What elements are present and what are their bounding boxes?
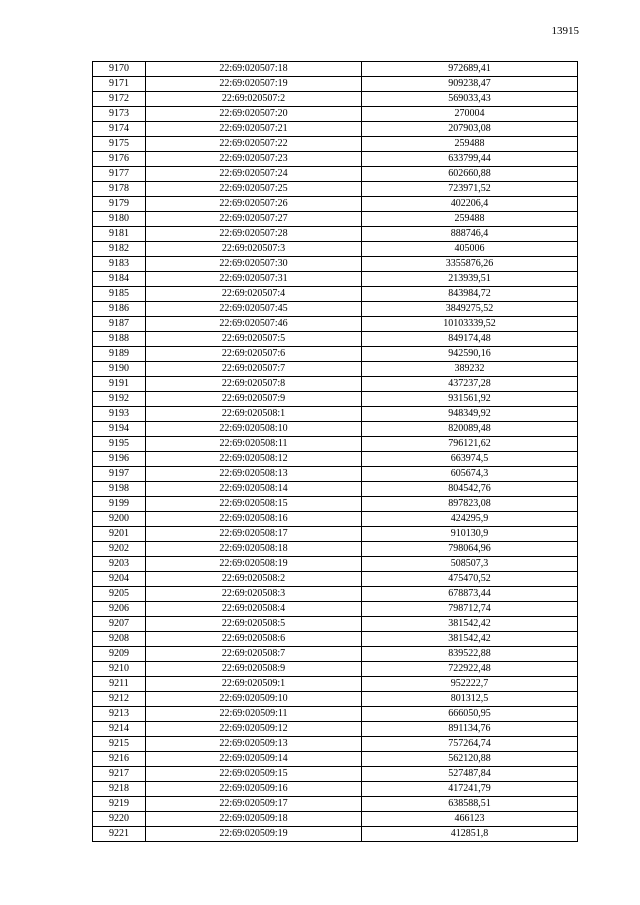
row-number-cell: 9193 xyxy=(93,407,146,422)
row-number-cell: 9199 xyxy=(93,497,146,512)
table-row xyxy=(93,812,578,827)
table-row xyxy=(93,767,578,782)
value-cell: 259488 xyxy=(362,137,578,152)
row-number-cell: 9189 xyxy=(93,347,146,362)
value-cell: 798064,96 xyxy=(362,542,578,557)
value-cell: 381542,42 xyxy=(362,617,578,632)
row-number-cell: 9216 xyxy=(93,752,146,767)
row-number-cell: 9220 xyxy=(93,812,146,827)
table-row xyxy=(93,137,578,152)
table-row xyxy=(93,437,578,452)
value-cell: 213939,51 xyxy=(362,272,578,287)
cadastral-number-cell: 22:69:020509:13 xyxy=(146,737,362,752)
table-row xyxy=(93,707,578,722)
cadastral-number-cell: 22:69:020507:6 xyxy=(146,347,362,362)
row-number-cell: 9207 xyxy=(93,617,146,632)
value-cell: 820089,48 xyxy=(362,422,578,437)
table-row xyxy=(93,512,578,527)
value-cell: 948349,92 xyxy=(362,407,578,422)
row-number-cell: 9217 xyxy=(93,767,146,782)
cadastral-number-cell: 22:69:020507:2 xyxy=(146,92,362,107)
cadastral-number-cell: 22:69:020508:4 xyxy=(146,602,362,617)
table-row xyxy=(93,377,578,392)
value-cell: 888746,4 xyxy=(362,227,578,242)
cadastral-number-cell: 22:69:020508:6 xyxy=(146,632,362,647)
value-cell: 796121,62 xyxy=(362,437,578,452)
cadastral-number-cell: 22:69:020507:7 xyxy=(146,362,362,377)
row-number-cell: 9215 xyxy=(93,737,146,752)
table-row xyxy=(93,542,578,557)
value-cell: 910130,9 xyxy=(362,527,578,542)
page-number: 13915 xyxy=(551,25,579,37)
value-cell: 757264,74 xyxy=(362,737,578,752)
cadastral-number-cell: 22:69:020509:1 xyxy=(146,677,362,692)
table-row xyxy=(93,407,578,422)
cadastral-number-cell: 22:69:020509:12 xyxy=(146,722,362,737)
table-row xyxy=(93,827,578,842)
cadastral-number-cell: 22:69:020507:28 xyxy=(146,227,362,242)
row-number-cell: 9195 xyxy=(93,437,146,452)
cadastral-number-cell: 22:69:020508:13 xyxy=(146,467,362,482)
row-number-cell: 9204 xyxy=(93,572,146,587)
cadastral-number-cell: 22:69:020507:22 xyxy=(146,137,362,152)
value-cell: 602660,88 xyxy=(362,167,578,182)
row-number-cell: 9182 xyxy=(93,242,146,257)
cadastral-number-cell: 22:69:020507:9 xyxy=(146,392,362,407)
value-cell: 3355876,26 xyxy=(362,257,578,272)
row-number-cell: 9190 xyxy=(93,362,146,377)
table-row xyxy=(93,467,578,482)
row-number-cell: 9186 xyxy=(93,302,146,317)
value-cell: 633799,44 xyxy=(362,152,578,167)
table-row xyxy=(93,632,578,647)
table-row xyxy=(93,557,578,572)
row-number-cell: 9209 xyxy=(93,647,146,662)
cadastral-number-cell: 22:69:020508:1 xyxy=(146,407,362,422)
row-number-cell: 9219 xyxy=(93,797,146,812)
value-cell: 259488 xyxy=(362,212,578,227)
row-number-cell: 9178 xyxy=(93,182,146,197)
value-cell: 909238,47 xyxy=(362,77,578,92)
table-row xyxy=(93,527,578,542)
value-cell: 843984,72 xyxy=(362,287,578,302)
table-row xyxy=(93,677,578,692)
table-row xyxy=(93,722,578,737)
cadastral-number-cell: 22:69:020507:45 xyxy=(146,302,362,317)
value-cell: 942590,16 xyxy=(362,347,578,362)
value-cell: 897823,08 xyxy=(362,497,578,512)
cadastral-number-cell: 22:69:020507:3 xyxy=(146,242,362,257)
table-body xyxy=(93,62,578,842)
row-number-cell: 9221 xyxy=(93,827,146,842)
row-number-cell: 9176 xyxy=(93,152,146,167)
value-cell: 638588,51 xyxy=(362,797,578,812)
cadastral-number-cell: 22:69:020508:18 xyxy=(146,542,362,557)
cadastral-number-cell: 22:69:020509:19 xyxy=(146,827,362,842)
value-cell: 839522,88 xyxy=(362,647,578,662)
row-number-cell: 9213 xyxy=(93,707,146,722)
cadastral-number-cell: 22:69:020509:16 xyxy=(146,782,362,797)
table-row xyxy=(93,452,578,467)
cadastral-number-cell: 22:69:020509:17 xyxy=(146,797,362,812)
table-row xyxy=(93,212,578,227)
table-row xyxy=(93,797,578,812)
table-row xyxy=(93,587,578,602)
table-row xyxy=(93,242,578,257)
row-number-cell: 9170 xyxy=(93,62,146,77)
table-row xyxy=(93,782,578,797)
row-number-cell: 9203 xyxy=(93,557,146,572)
cadastral-number-cell: 22:69:020507:21 xyxy=(146,122,362,137)
value-cell: 412851,8 xyxy=(362,827,578,842)
row-number-cell: 9210 xyxy=(93,662,146,677)
cadastral-number-cell: 22:69:020509:18 xyxy=(146,812,362,827)
cadastral-number-cell: 22:69:020508:5 xyxy=(146,617,362,632)
table-row xyxy=(93,392,578,407)
value-cell: 801312,5 xyxy=(362,692,578,707)
cadastral-number-cell: 22:69:020509:15 xyxy=(146,767,362,782)
cadastral-number-cell: 22:69:020508:16 xyxy=(146,512,362,527)
value-cell: 207903,08 xyxy=(362,122,578,137)
row-number-cell: 9179 xyxy=(93,197,146,212)
cadastral-number-cell: 22:69:020507:24 xyxy=(146,167,362,182)
cadastral-number-cell: 22:69:020507:30 xyxy=(146,257,362,272)
row-number-cell: 9173 xyxy=(93,107,146,122)
value-cell: 562120,88 xyxy=(362,752,578,767)
row-number-cell: 9177 xyxy=(93,167,146,182)
value-cell: 381542,42 xyxy=(362,632,578,647)
cadastral-number-cell: 22:69:020508:14 xyxy=(146,482,362,497)
value-cell: 508507,3 xyxy=(362,557,578,572)
row-number-cell: 9187 xyxy=(93,317,146,332)
row-number-cell: 9212 xyxy=(93,692,146,707)
table-row xyxy=(93,482,578,497)
cadastral-number-cell: 22:69:020507:18 xyxy=(146,62,362,77)
table-row xyxy=(93,602,578,617)
table-row xyxy=(93,362,578,377)
table-row xyxy=(93,92,578,107)
row-number-cell: 9197 xyxy=(93,467,146,482)
cadastral-number-cell: 22:69:020508:11 xyxy=(146,437,362,452)
table-row xyxy=(93,197,578,212)
row-number-cell: 9218 xyxy=(93,782,146,797)
value-cell: 10103339,52 xyxy=(362,317,578,332)
row-number-cell: 9202 xyxy=(93,542,146,557)
cadastral-number-cell: 22:69:020509:11 xyxy=(146,707,362,722)
value-cell: 466123 xyxy=(362,812,578,827)
table-row xyxy=(93,182,578,197)
cadastral-number-cell: 22:69:020507:5 xyxy=(146,332,362,347)
row-number-cell: 9200 xyxy=(93,512,146,527)
value-cell: 972689,41 xyxy=(362,62,578,77)
row-number-cell: 9175 xyxy=(93,137,146,152)
cadastral-number-cell: 22:69:020507:31 xyxy=(146,272,362,287)
table-row xyxy=(93,317,578,332)
table-row xyxy=(93,272,578,287)
value-cell: 891134,76 xyxy=(362,722,578,737)
value-cell: 527487,84 xyxy=(362,767,578,782)
cadastral-number-cell: 22:69:020507:26 xyxy=(146,197,362,212)
row-number-cell: 9184 xyxy=(93,272,146,287)
row-number-cell: 9198 xyxy=(93,482,146,497)
value-cell: 849174,48 xyxy=(362,332,578,347)
row-number-cell: 9188 xyxy=(93,332,146,347)
cadastral-number-cell: 22:69:020507:20 xyxy=(146,107,362,122)
row-number-cell: 9206 xyxy=(93,602,146,617)
cadastral-number-cell: 22:69:020509:14 xyxy=(146,752,362,767)
cadastral-number-cell: 22:69:020509:10 xyxy=(146,692,362,707)
value-cell: 405006 xyxy=(362,242,578,257)
table-row xyxy=(93,692,578,707)
table-row xyxy=(93,287,578,302)
row-number-cell: 9180 xyxy=(93,212,146,227)
table-row xyxy=(93,107,578,122)
cadastral-number-cell: 22:69:020507:27 xyxy=(146,212,362,227)
row-number-cell: 9201 xyxy=(93,527,146,542)
row-number-cell: 9205 xyxy=(93,587,146,602)
table-row xyxy=(93,302,578,317)
table-row xyxy=(93,737,578,752)
value-cell: 605674,3 xyxy=(362,467,578,482)
table-row xyxy=(93,167,578,182)
value-cell: 3849275,52 xyxy=(362,302,578,317)
cadastral-number-cell: 22:69:020507:19 xyxy=(146,77,362,92)
table-row xyxy=(93,572,578,587)
cadastral-number-cell: 22:69:020508:9 xyxy=(146,662,362,677)
value-cell: 424295,9 xyxy=(362,512,578,527)
cadastral-number-cell: 22:69:020507:4 xyxy=(146,287,362,302)
table-row xyxy=(93,62,578,77)
value-cell: 723971,52 xyxy=(362,182,578,197)
cadastral-number-cell: 22:69:020508:19 xyxy=(146,557,362,572)
table-row xyxy=(93,257,578,272)
row-number-cell: 9181 xyxy=(93,227,146,242)
table-row xyxy=(93,662,578,677)
table-row xyxy=(93,332,578,347)
value-cell: 952222,7 xyxy=(362,677,578,692)
cadastral-number-cell: 22:69:020508:12 xyxy=(146,452,362,467)
value-cell: 402206,4 xyxy=(362,197,578,212)
cadastral-number-cell: 22:69:020507:25 xyxy=(146,182,362,197)
row-number-cell: 9196 xyxy=(93,452,146,467)
value-cell: 931561,92 xyxy=(362,392,578,407)
table-row xyxy=(93,647,578,662)
cadastral-number-cell: 22:69:020508:3 xyxy=(146,587,362,602)
row-number-cell: 9183 xyxy=(93,257,146,272)
row-number-cell: 9214 xyxy=(93,722,146,737)
cadastral-number-cell: 22:69:020508:15 xyxy=(146,497,362,512)
cadastral-number-cell: 22:69:020507:46 xyxy=(146,317,362,332)
row-number-cell: 9171 xyxy=(93,77,146,92)
cadastral-number-cell: 22:69:020507:23 xyxy=(146,152,362,167)
value-cell: 678873,44 xyxy=(362,587,578,602)
row-number-cell: 9172 xyxy=(93,92,146,107)
cadastral-number-cell: 22:69:020508:7 xyxy=(146,647,362,662)
value-cell: 663974,5 xyxy=(362,452,578,467)
cadastral-number-cell: 22:69:020508:10 xyxy=(146,422,362,437)
row-number-cell: 9192 xyxy=(93,392,146,407)
value-cell: 569033,43 xyxy=(362,92,578,107)
row-number-cell: 9174 xyxy=(93,122,146,137)
value-cell: 270004 xyxy=(362,107,578,122)
value-cell: 804542,76 xyxy=(362,482,578,497)
row-number-cell: 9191 xyxy=(93,377,146,392)
cadastral-value-table xyxy=(92,61,578,842)
table-row xyxy=(93,497,578,512)
value-cell: 798712,74 xyxy=(362,602,578,617)
value-cell: 437237,28 xyxy=(362,377,578,392)
row-number-cell: 9185 xyxy=(93,287,146,302)
table-row xyxy=(93,422,578,437)
table-row xyxy=(93,227,578,242)
table-row xyxy=(93,122,578,137)
cadastral-number-cell: 22:69:020508:2 xyxy=(146,572,362,587)
row-number-cell: 9211 xyxy=(93,677,146,692)
table-row xyxy=(93,77,578,92)
row-number-cell: 9208 xyxy=(93,632,146,647)
value-cell: 417241,79 xyxy=(362,782,578,797)
cadastral-number-cell: 22:69:020507:8 xyxy=(146,377,362,392)
table-row xyxy=(93,152,578,167)
table-row xyxy=(93,347,578,362)
value-cell: 722922,48 xyxy=(362,662,578,677)
value-cell: 389232 xyxy=(362,362,578,377)
row-number-cell: 9194 xyxy=(93,422,146,437)
table-row xyxy=(93,752,578,767)
table-row xyxy=(93,617,578,632)
cadastral-number-cell: 22:69:020508:17 xyxy=(146,527,362,542)
value-cell: 475470,52 xyxy=(362,572,578,587)
value-cell: 666050,95 xyxy=(362,707,578,722)
